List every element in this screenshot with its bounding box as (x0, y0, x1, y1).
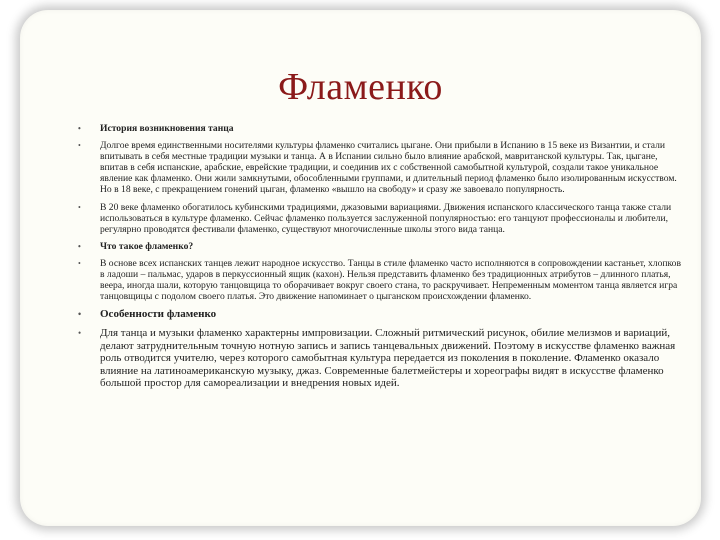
list-item (78, 140, 682, 195)
list-item (78, 241, 682, 252)
list-item (78, 308, 682, 321)
paragraph-what-is: В основе всех испанских танцев лежит народное искусство. Танцы в стиле фламенко часто исполняются в сопровождении кастаньет, хлопков в ладоши – пальмас, ударов в перкуссионный ящик (кахон). Нельзя представить фламенко без традиционных атрибутов – длинного платья, веера, иногда шали, которую танцовщица то оборачивает вокруг своего стана, то раскручивает. Непременным моментом танца является игра танцовщицы с подолом своего платья. Это движение напоминает о цыганском происхождении фламенко. (100, 257, 682, 303)
bullet-icon: • (78, 327, 82, 338)
bullet-icon: • (78, 309, 82, 320)
bullet-icon: • (78, 241, 81, 251)
bullet-list (78, 123, 682, 396)
section-heading-features: Особенности фламенко (100, 308, 217, 321)
bullet-icon: • (78, 141, 81, 151)
section-heading-what-is: Что такое фламенко? (100, 240, 194, 252)
list-item (78, 258, 682, 302)
paragraph-history: Долгое время единственными носителями культуры фламенко считались цыгане. Они прибыли в Испанию в 15 веке из Византии, и стали впитывать в себя местные традиции музыки и танца. А в Испании сильно было влияние арабской, мавританской культуры. Так, цыгане, впитав в себя испанские, арабские, еврейские традиции, и соединив их с собственной самобытной культурой, создали такое уникальное явление как фламенко. Они жили замкнутыми, обособленными группами, и длительный период фламенко было изолированным искусством. Но в 18 веке, с прекращением гонений цыган, фламенко «вышло на свободу» и сразу же завоевало популярность. (100, 140, 677, 196)
slide (20, 10, 701, 526)
paragraph-features: Для танца и музыки фламенко характерны импровизации. Сложный ритмический рисунок, обилие мелизмов и вариаций, делают затруднительным точную нотную запись и запись танцевальных движений. Поэтому в искусстве фламенко важная роль отводится учителю, через которого самобытная культура передается из поколения в поколение. Фламенко оказало влияние на латиноамериканскую музыку, джаз. Современные балетмейстеры и хореографы видят в искусстве фламенко большой простор для самореализации и внедрения новых идей. (100, 326, 676, 390)
paragraph-20th-century: В 20 веке фламенко обогатилось кубинскими традициями, джазовыми вариациями. Движения испанского классического танца также стали использоваться в культуре фламенко. Сейчас фламенко пользуется заслуженной популярностью: его танцуют профессионалы и любители, регулярно проводятся фестивали фламенко, существуют многочисленные школы этого вида танца. (100, 201, 672, 235)
bullet-icon: • (78, 202, 81, 212)
list-item (78, 202, 682, 235)
list-item (78, 327, 682, 390)
slide-title: Фламенко (278, 66, 443, 108)
section-heading-history: История возникновения танца (100, 123, 234, 134)
list-item (78, 123, 682, 134)
bullet-icon: • (78, 124, 81, 133)
bullet-icon: • (78, 258, 81, 268)
